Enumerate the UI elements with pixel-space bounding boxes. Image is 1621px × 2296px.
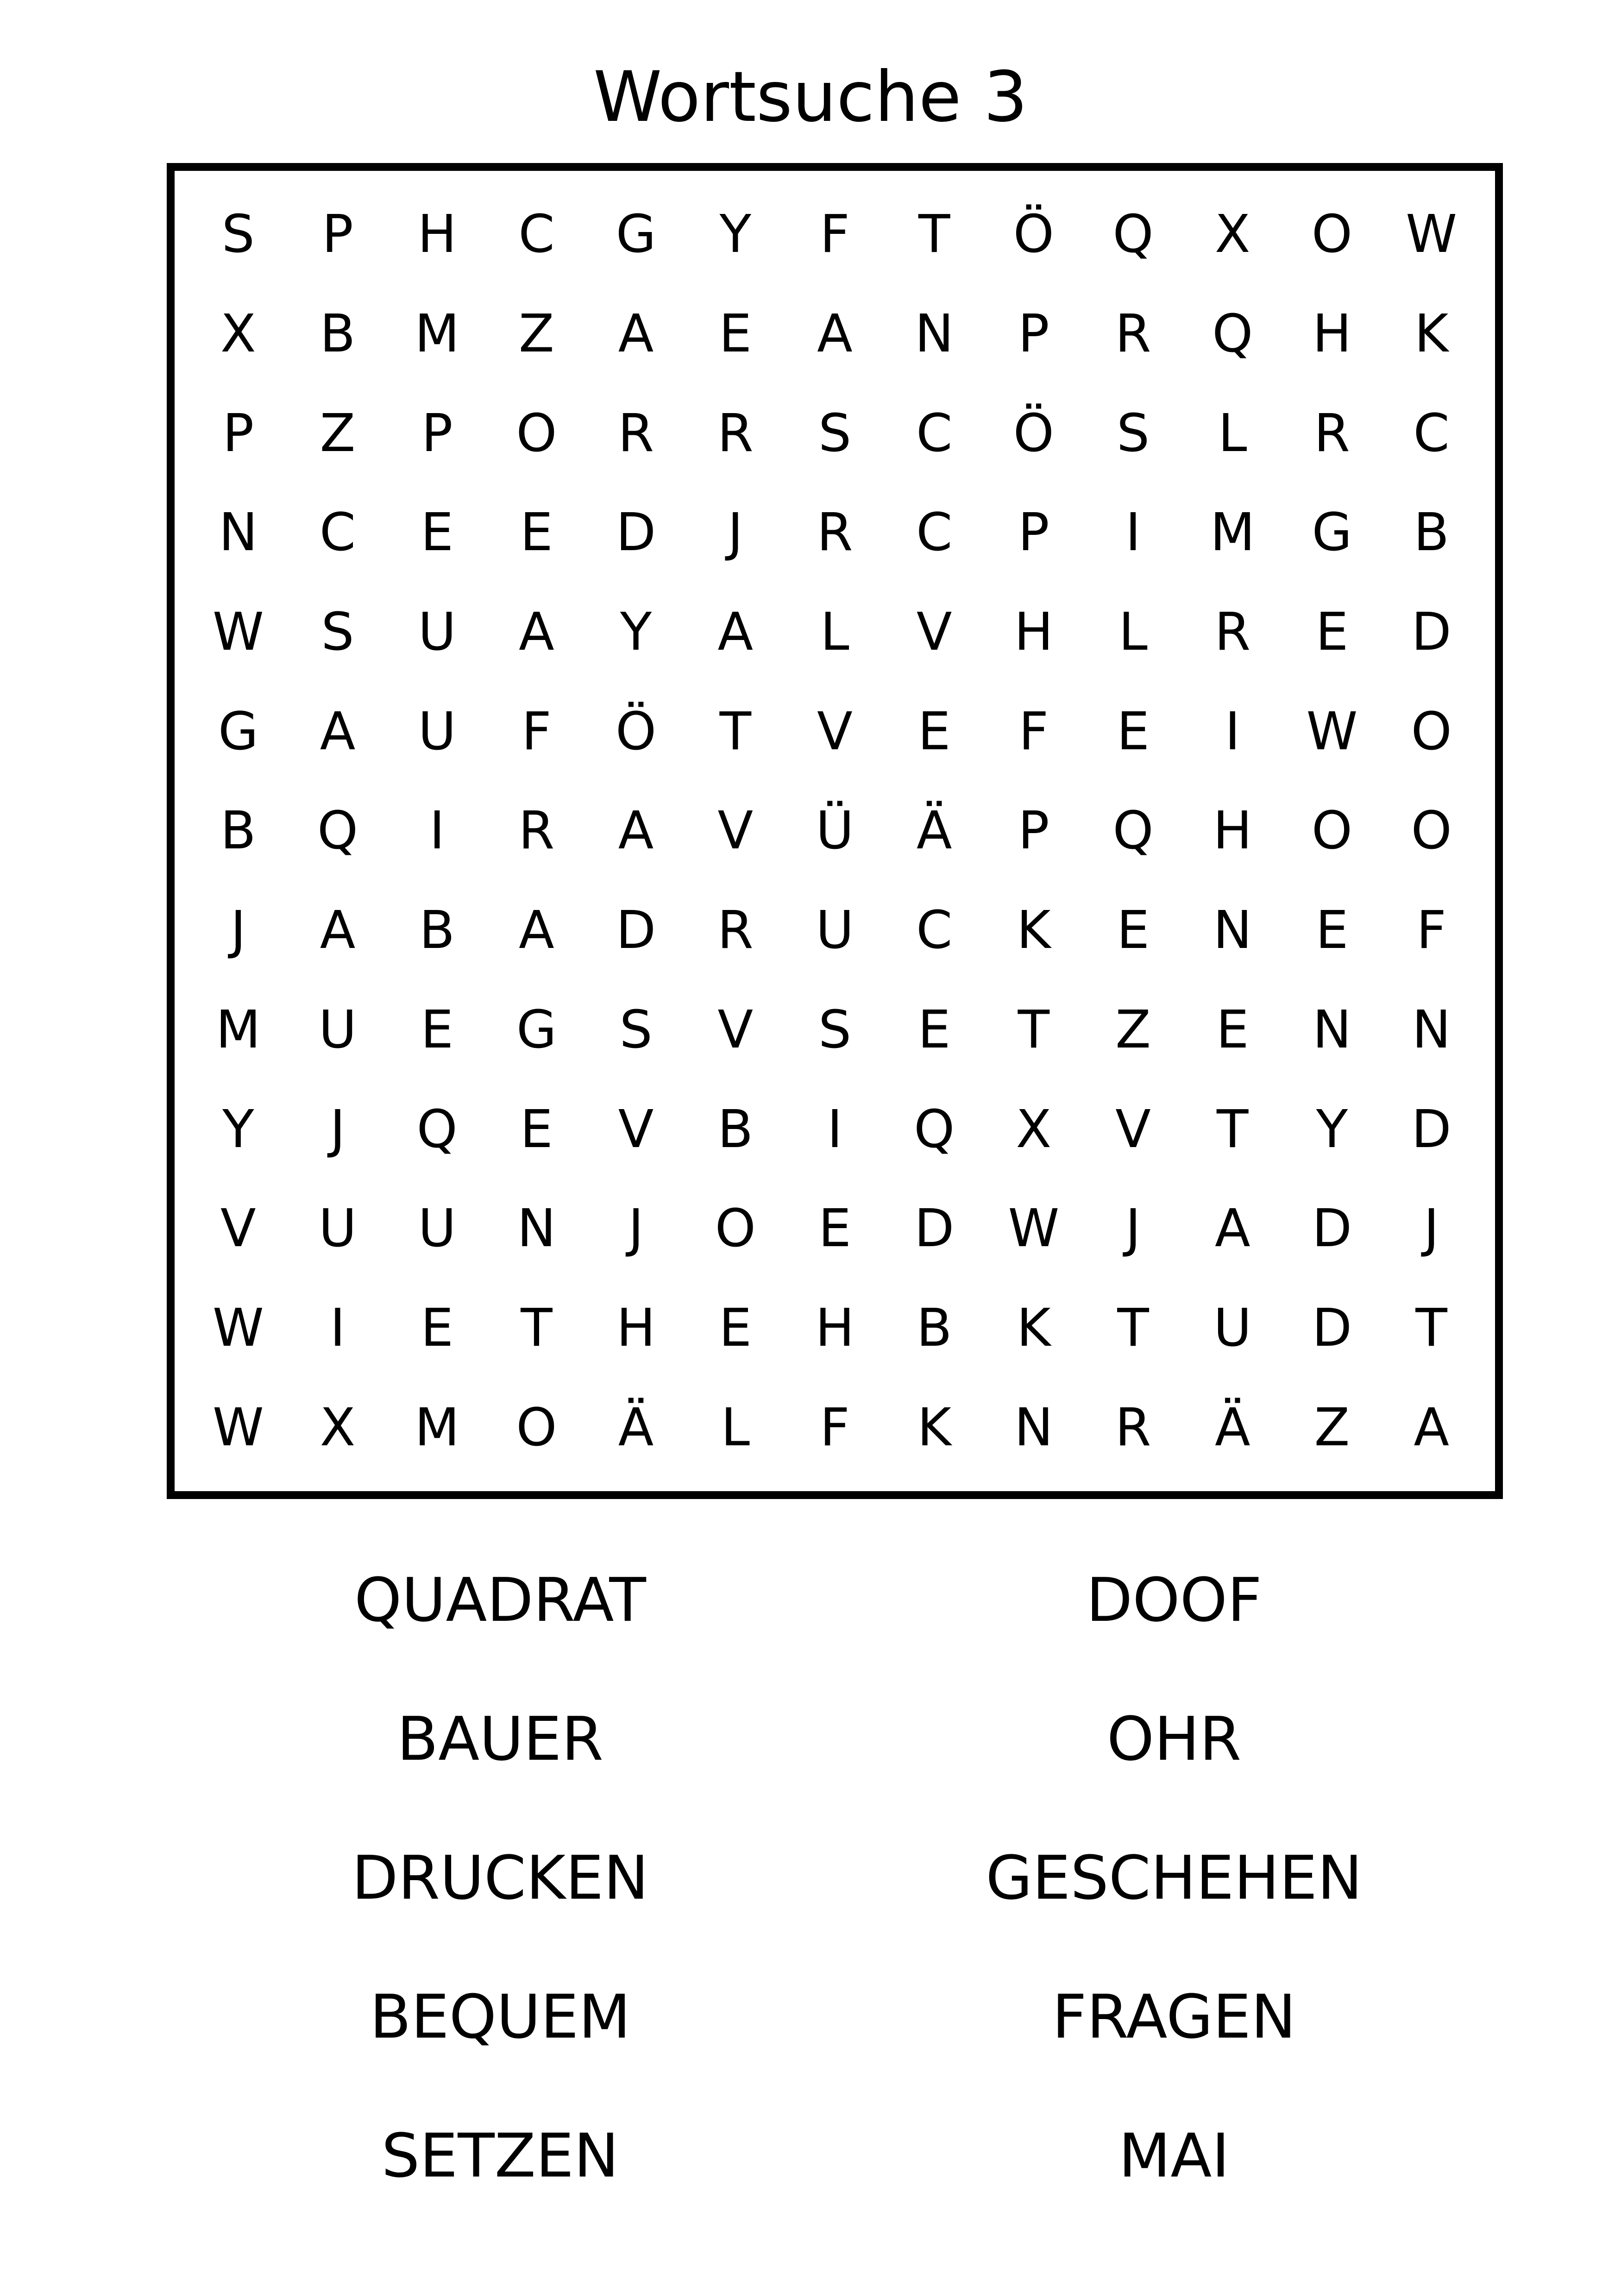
- grid-cell: W: [212, 1397, 264, 1458]
- grid-cell: Y: [222, 1099, 254, 1160]
- grid-cell: A: [618, 801, 654, 861]
- grid-cell: Z: [519, 304, 554, 364]
- word-list-item: DRUCKEN: [352, 1843, 649, 1913]
- grid-cell: J: [1424, 1198, 1439, 1259]
- grid-cell: N: [1313, 999, 1351, 1060]
- grid-cell: B: [419, 900, 455, 961]
- grid-cell: O: [1411, 801, 1452, 861]
- grid-cell: E: [719, 1298, 752, 1358]
- grid-cell: H: [1312, 304, 1352, 364]
- grid-cell: T: [1415, 1298, 1447, 1358]
- grid-cell: O: [715, 1198, 756, 1259]
- grid-cell: U: [418, 1198, 456, 1259]
- grid-cell: A: [618, 304, 654, 364]
- grid-cell: Y: [620, 602, 652, 663]
- grid-cell: W: [212, 602, 264, 663]
- word-list-left-column: [222, 1554, 778, 2248]
- grid-cell: J: [728, 502, 743, 563]
- grid-cell: R: [1314, 403, 1350, 464]
- word-list-item: OHR: [1106, 1704, 1242, 1774]
- grid-cell: M: [1210, 502, 1255, 563]
- grid-cell: Ä: [618, 1397, 654, 1458]
- grid-cell: E: [719, 304, 752, 364]
- grid-cell: G: [616, 204, 656, 265]
- grid-cell: Y: [1316, 1099, 1348, 1160]
- grid-cell: B: [916, 1298, 952, 1358]
- grid-cell: X: [220, 304, 256, 364]
- grid-cell: Ü: [816, 801, 854, 861]
- grid-cell: P: [1018, 801, 1049, 861]
- grid-cell: Q: [416, 1099, 458, 1160]
- grid-cell: U: [816, 900, 854, 961]
- grid-cell: J: [1125, 1198, 1141, 1259]
- word-search-grid-frame: [167, 163, 1503, 1499]
- grid-cell: D: [1312, 1298, 1352, 1358]
- grid-cell: D: [914, 1198, 955, 1259]
- grid-cell: C: [916, 900, 953, 961]
- grid-cell: E: [917, 701, 951, 762]
- grid-cell: Z: [1314, 1397, 1350, 1458]
- grid-cell: C: [916, 403, 953, 464]
- grid-cell: G: [1312, 502, 1352, 563]
- grid-cell: M: [216, 999, 261, 1060]
- grid-cell: F: [1018, 701, 1049, 762]
- grid-cell: H: [1014, 602, 1053, 663]
- grid-cell: S: [321, 602, 354, 663]
- grid-cell: A: [320, 900, 356, 961]
- grid-cell: Q: [1212, 304, 1253, 364]
- grid-cell: D: [616, 900, 656, 961]
- grid-cell: A: [320, 701, 356, 762]
- grid-cell: C: [518, 204, 555, 265]
- grid-cell: R: [817, 502, 853, 563]
- grid-cell: P: [1018, 304, 1049, 364]
- grid-cell: L: [1218, 403, 1247, 464]
- word-list: [0, 1554, 1621, 2248]
- grid-cell: S: [221, 204, 255, 265]
- grid-cell: J: [628, 1198, 644, 1259]
- grid-cell: E: [421, 1298, 454, 1358]
- grid-cell: B: [717, 1099, 754, 1160]
- grid-cell: K: [1414, 304, 1449, 364]
- grid-cell: I: [1125, 502, 1141, 563]
- grid-cell: E: [818, 1198, 851, 1259]
- grid-cell: W: [212, 1298, 264, 1358]
- grid-cell: O: [1311, 801, 1353, 861]
- grid-cell: Q: [317, 801, 358, 861]
- grid-cell: D: [1312, 1198, 1352, 1259]
- grid-cell: J: [230, 900, 246, 961]
- word-list-item: GESCHEHEN: [986, 1843, 1363, 1913]
- page-title: Wortsuche 3: [593, 57, 1028, 138]
- grid-cell: E: [1117, 701, 1150, 762]
- grid-cell: N: [219, 502, 258, 563]
- grid-cell: S: [818, 403, 852, 464]
- grid-cell: C: [916, 502, 953, 563]
- word-list-item: BAUER: [397, 1704, 603, 1774]
- grid-cell: R: [1115, 304, 1151, 364]
- grid-cell: E: [520, 1099, 553, 1160]
- grid-cell: T: [1217, 1099, 1249, 1160]
- grid-cell: L: [1118, 602, 1148, 663]
- grid-cell: D: [1411, 1099, 1451, 1160]
- grid-cell: Ö: [616, 701, 657, 762]
- grid-cell: V: [817, 701, 853, 762]
- grid-cell: N: [915, 304, 954, 364]
- grid-cell: E: [421, 502, 454, 563]
- grid-cell: F: [820, 1397, 850, 1458]
- grid-cell: A: [519, 602, 554, 663]
- word-list-item: DOOF: [1086, 1565, 1262, 1635]
- grid-cell: R: [1115, 1397, 1151, 1458]
- word-list-item: SETZEN: [381, 2120, 619, 2191]
- grid-cell: R: [1214, 602, 1251, 663]
- grid-cell: R: [717, 900, 754, 961]
- grid-cell: R: [717, 403, 754, 464]
- grid-cell: Q: [1112, 801, 1154, 861]
- grid-cell: E: [520, 502, 553, 563]
- grid-cell: T: [719, 701, 751, 762]
- grid-cell: R: [518, 801, 555, 861]
- grid-cell: G: [516, 999, 557, 1060]
- grid-cell: H: [417, 204, 457, 265]
- grid-cell: X: [320, 1397, 356, 1458]
- grid-cell: A: [1414, 1397, 1449, 1458]
- grid-cell: S: [818, 999, 852, 1060]
- grid-cell: V: [717, 801, 754, 861]
- word-list-item: FRAGEN: [1052, 1982, 1296, 2052]
- grid-cell: U: [418, 701, 456, 762]
- grid-cell: D: [616, 502, 656, 563]
- grid-cell: V: [916, 602, 952, 663]
- grid-cell: O: [1411, 701, 1452, 762]
- grid-cell: A: [717, 602, 754, 663]
- grid-cell: I: [429, 801, 445, 861]
- grid-cell: Ä: [916, 801, 952, 861]
- grid-cell: E: [421, 999, 454, 1060]
- grid-cell: N: [1014, 1397, 1053, 1458]
- grid-cell: B: [1414, 502, 1450, 563]
- grid-cell: F: [521, 701, 552, 762]
- grid-cell: Q: [914, 1099, 955, 1160]
- grid-cell: Ö: [1013, 403, 1054, 464]
- grid-cell: P: [421, 403, 453, 464]
- grid-cell: W: [1306, 701, 1358, 762]
- grid-cell: E: [1117, 900, 1150, 961]
- grid-cell: P: [222, 403, 254, 464]
- grid-cell: T: [918, 204, 950, 265]
- grid-cell: P: [322, 204, 353, 265]
- grid-cell: Y: [719, 204, 751, 265]
- grid-cell: A: [519, 900, 554, 961]
- grid-cell: O: [516, 403, 557, 464]
- grid-cell: S: [1117, 403, 1150, 464]
- grid-cell: D: [1411, 602, 1451, 663]
- grid-cell: K: [917, 1397, 951, 1458]
- grid-cell: S: [619, 999, 653, 1060]
- grid-cell: B: [320, 304, 356, 364]
- grid-cell: A: [817, 304, 853, 364]
- grid-cell: T: [521, 1298, 553, 1358]
- grid-cell: U: [1213, 1298, 1252, 1358]
- grid-cell: M: [415, 304, 460, 364]
- grid-cell: A: [1214, 1198, 1250, 1259]
- grid-cell: M: [415, 1397, 460, 1458]
- grid-cell: N: [1213, 900, 1252, 961]
- grid-cell: Ä: [1214, 1397, 1250, 1458]
- grid-cell: T: [1117, 1298, 1149, 1358]
- grid-cell: V: [1115, 1099, 1151, 1160]
- word-list-item: MAI: [1118, 2120, 1230, 2191]
- grid-cell: L: [820, 602, 849, 663]
- grid-cell: F: [1416, 900, 1446, 961]
- grid-cell: H: [815, 1298, 854, 1358]
- grid-cell: E: [1315, 900, 1349, 961]
- grid-cell: V: [618, 1099, 654, 1160]
- grid-cell: K: [1017, 1298, 1051, 1358]
- grid-cell: N: [517, 1198, 556, 1259]
- grid-cell: E: [1315, 602, 1349, 663]
- grid-cell: C: [1413, 403, 1450, 464]
- grid-cell: I: [1225, 701, 1240, 762]
- grid-cell: B: [220, 801, 256, 861]
- grid-cell: P: [1018, 502, 1049, 563]
- grid-cell: E: [917, 999, 951, 1060]
- grid-cell: J: [330, 1099, 346, 1160]
- word-search-grid: [188, 185, 1481, 1477]
- word-list-item: QUADRAT: [354, 1565, 646, 1635]
- grid-cell: U: [319, 1198, 357, 1259]
- grid-cell: F: [820, 204, 850, 265]
- grid-cell: C: [319, 502, 356, 563]
- grid-cell: U: [319, 999, 357, 1060]
- grid-cell: V: [717, 999, 754, 1060]
- grid-cell: Z: [320, 403, 356, 464]
- grid-cell: Q: [1112, 204, 1154, 265]
- grid-cell: G: [218, 701, 258, 762]
- grid-cell: Z: [1115, 999, 1151, 1060]
- grid-cell: U: [418, 602, 456, 663]
- grid-cell: H: [616, 1298, 656, 1358]
- grid-cell: Ö: [1013, 204, 1054, 265]
- grid-cell: X: [1016, 1099, 1052, 1160]
- grid-cell: O: [516, 1397, 557, 1458]
- grid-cell: I: [827, 1099, 842, 1160]
- grid-cell: R: [618, 403, 654, 464]
- grid-cell: N: [1412, 999, 1451, 1060]
- grid-cell: I: [330, 1298, 346, 1358]
- grid-cell: K: [1017, 900, 1051, 961]
- grid-cell: W: [1008, 1198, 1060, 1259]
- grid-cell: H: [1213, 801, 1252, 861]
- grid-cell: E: [1216, 999, 1249, 1060]
- grid-cell: V: [220, 1198, 256, 1259]
- grid-cell: L: [721, 1397, 750, 1458]
- grid-cell: X: [1214, 204, 1250, 265]
- word-list-item: BEQUEM: [370, 1982, 631, 2052]
- word-list-right-column: [896, 1554, 1452, 2248]
- grid-cell: T: [1018, 999, 1050, 1060]
- grid-cell: O: [1311, 204, 1353, 265]
- grid-cell: W: [1406, 204, 1458, 265]
